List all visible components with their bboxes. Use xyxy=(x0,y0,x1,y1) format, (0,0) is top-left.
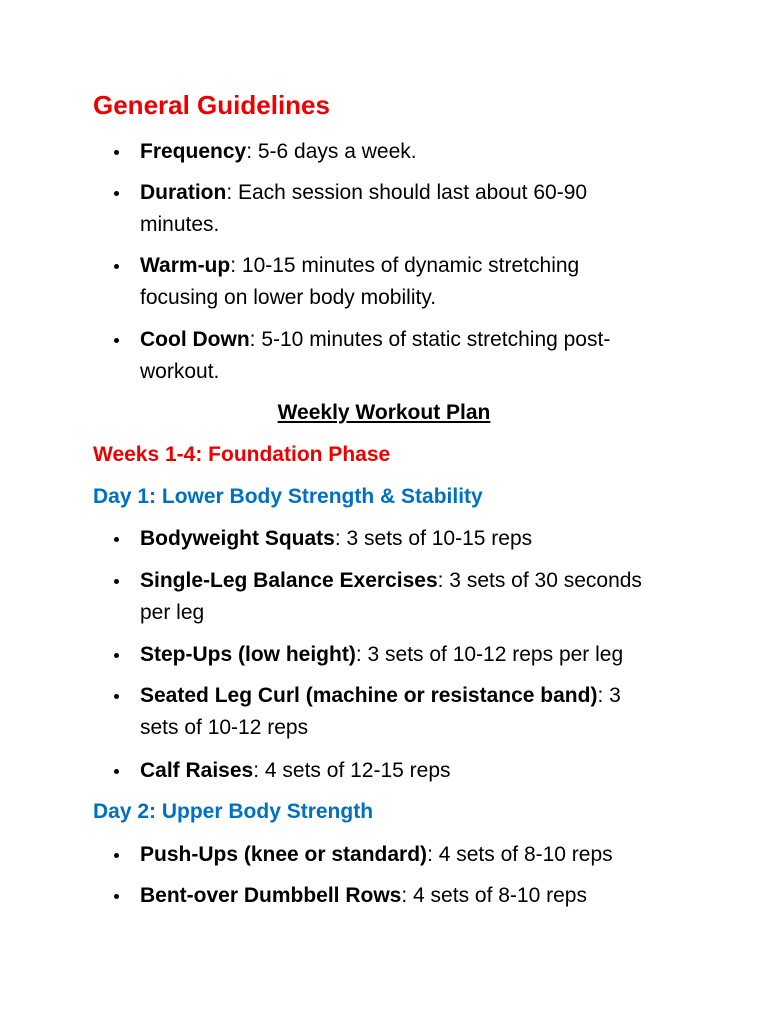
list-item-term: Step-Ups (low height) xyxy=(140,643,356,666)
bullet-icon xyxy=(114,338,119,343)
bullet-icon xyxy=(114,191,119,196)
list-item-detail: : 10-15 minutes of dynamic stretching focusing on lower body mobility. xyxy=(140,254,580,309)
list-item-text xyxy=(140,880,662,912)
list-item xyxy=(114,136,662,168)
bullet-icon xyxy=(114,264,119,269)
list-item-detail: : 3 sets of 10-15 reps xyxy=(334,527,533,550)
list-item-term: Push-Ups (knee or standard) xyxy=(140,843,428,866)
list-item-term: Bodyweight Squats xyxy=(140,527,335,550)
list-item xyxy=(114,177,662,241)
list-item xyxy=(114,755,662,787)
list-item xyxy=(114,565,662,629)
list-item-text xyxy=(140,680,662,744)
bullet-icon xyxy=(114,894,119,899)
list-item-text xyxy=(140,839,662,871)
list-item-detail: : 3 sets of 10-12 reps per leg xyxy=(355,643,624,666)
list-item-detail: : Each session should last about 60-90 minutes. xyxy=(140,181,588,236)
list-item xyxy=(114,880,662,912)
list-item-term: Duration xyxy=(140,181,227,204)
phase-heading: Weeks 1-4: Foundation Phase xyxy=(93,443,391,466)
list-item xyxy=(114,324,662,388)
list-item-detail: : 4 sets of 8-10 reps xyxy=(427,843,613,866)
list-item-term: Warm-up xyxy=(140,254,231,277)
list-item-detail: : 5-6 days a week. xyxy=(246,140,417,163)
weekly-plan-title: Weekly Workout Plan xyxy=(277,401,491,424)
list-item-text xyxy=(140,565,662,629)
list-item-text xyxy=(140,639,662,671)
bullet-icon xyxy=(114,150,119,155)
list-item-detail: : 4 sets of 8-10 reps xyxy=(401,884,587,907)
list-item-text xyxy=(140,324,662,388)
bullet-icon xyxy=(114,537,119,542)
list-item-term: Seated Leg Curl (machine or resistance band) xyxy=(140,684,598,707)
list-item-term: Frequency xyxy=(140,140,247,163)
list-item-term: Single-Leg Balance Exercises xyxy=(140,569,438,592)
list-item-text xyxy=(140,755,662,787)
bullet-icon xyxy=(114,694,119,699)
day2-heading: Day 2: Upper Body Strength xyxy=(93,800,374,823)
bullet-icon xyxy=(114,579,119,584)
list-item xyxy=(114,250,662,314)
list-item-text xyxy=(140,177,662,241)
bullet-icon xyxy=(114,769,119,774)
list-item-detail: : 3 sets of 30 seconds per leg xyxy=(140,569,642,624)
list-item-term: Calf Raises xyxy=(140,759,254,782)
list-item-detail: : 4 sets of 12-15 reps xyxy=(253,759,451,782)
list-item-detail: : 3 sets of 10-12 reps xyxy=(140,684,621,739)
list-item-text xyxy=(140,136,662,168)
list-item xyxy=(114,639,662,671)
list-item-detail: : 5-10 minutes of static stretching post-workout. xyxy=(140,328,611,383)
list-item xyxy=(114,680,662,744)
list-item-text xyxy=(140,523,662,555)
list-item-text xyxy=(140,250,662,314)
list-item-term: Bent-over Dumbbell Rows xyxy=(140,884,402,907)
list-item xyxy=(114,523,662,555)
list-item-term: Cool Down xyxy=(140,328,250,351)
bullet-icon xyxy=(114,653,119,658)
bullet-icon xyxy=(114,853,119,858)
general-guidelines-heading: General Guidelines xyxy=(93,90,330,120)
list-item xyxy=(114,839,662,871)
day1-heading: Day 1: Lower Body Strength & Stability xyxy=(93,485,483,508)
